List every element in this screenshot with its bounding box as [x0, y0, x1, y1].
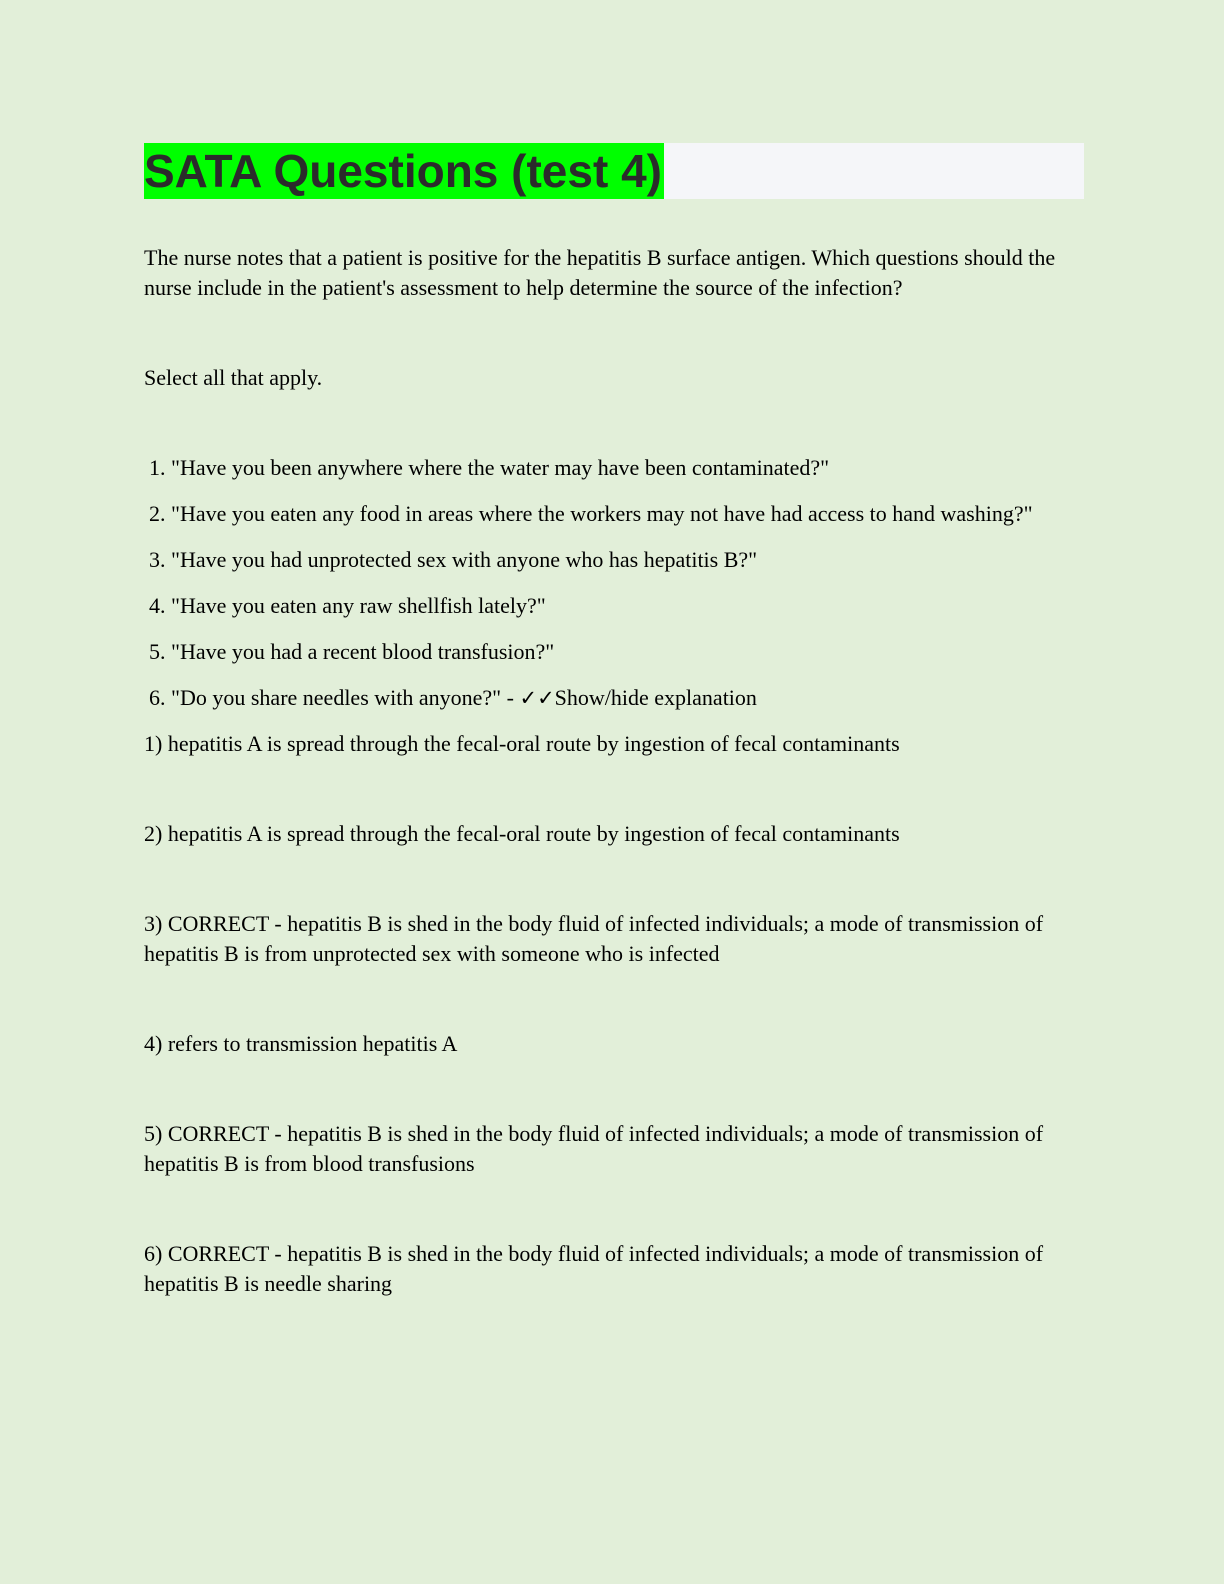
show-hide-explanation-toggle[interactable]: Show/hide explanation	[554, 685, 757, 710]
explanation-4: 4) refers to transmission hepatitis A	[144, 1031, 458, 1056]
option-number: 4.	[149, 593, 166, 618]
instruction-text: Select all that apply.	[144, 365, 323, 390]
explanation-5: 5) CORRECT - hepatitis B is shed in the body fluid of infected individuals; a mode of transmission of hepatitis B is from blood transfusions	[144, 1121, 1044, 1176]
option-5	[144, 637, 1084, 667]
option-text: "Have you been anywhere where the water may have been contaminated?"	[171, 455, 830, 480]
option-text: "Do you share needles with anyone?" -	[171, 685, 520, 710]
explanations	[144, 729, 1084, 1299]
title-bar	[144, 143, 1084, 199]
option-text: "Have you eaten any raw shellfish lately?"	[171, 593, 546, 618]
explanation-2: 2) hepatitis A is spread through the fecal-oral route by ingestion of fecal contaminants	[144, 821, 900, 846]
option-number: 2.	[149, 501, 166, 526]
answer-options	[144, 453, 1084, 713]
checkmark-icon: ✓✓	[519, 686, 555, 710]
explanation-1: 1) hepatitis A is spread through the fecal-oral route by ingestion of fecal contaminants	[144, 731, 900, 756]
option-text: "Have you had unprotected sex with anyone who has hepatitis B?"	[171, 547, 758, 572]
option-number: 1.	[149, 455, 166, 480]
option-text: "Have you had a recent blood transfusion?"	[171, 639, 555, 664]
question-text: The nurse notes that a patient is positive for the hepatitis B surface antigen. Which questions should the nurse include in the patient's assessment to help determine the source of the infection?	[144, 245, 1056, 300]
option-4	[144, 591, 1084, 621]
explanation-6: 6) CORRECT - hepatitis B is shed in the body fluid of infected individuals; a mode of transmission of hepatitis B is needle sharing	[144, 1241, 1044, 1296]
explanation-3: 3) CORRECT - hepatitis B is shed in the body fluid of infected individuals; a mode of transmission of hepatitis B is from unprotected sex with someone who is infected	[144, 911, 1044, 966]
option-number: 6.	[149, 685, 166, 710]
option-text: "Have you eaten any food in areas where the workers may not have had access to hand washing?"	[171, 501, 1033, 526]
page-title: SATA Questions (test 4)	[144, 145, 662, 197]
option-1	[144, 453, 1084, 483]
option-6	[144, 683, 1084, 713]
document-page	[144, 143, 1084, 1359]
option-2	[144, 499, 1084, 529]
option-number: 3.	[149, 547, 166, 572]
option-3	[144, 545, 1084, 575]
option-number: 5.	[149, 639, 166, 664]
